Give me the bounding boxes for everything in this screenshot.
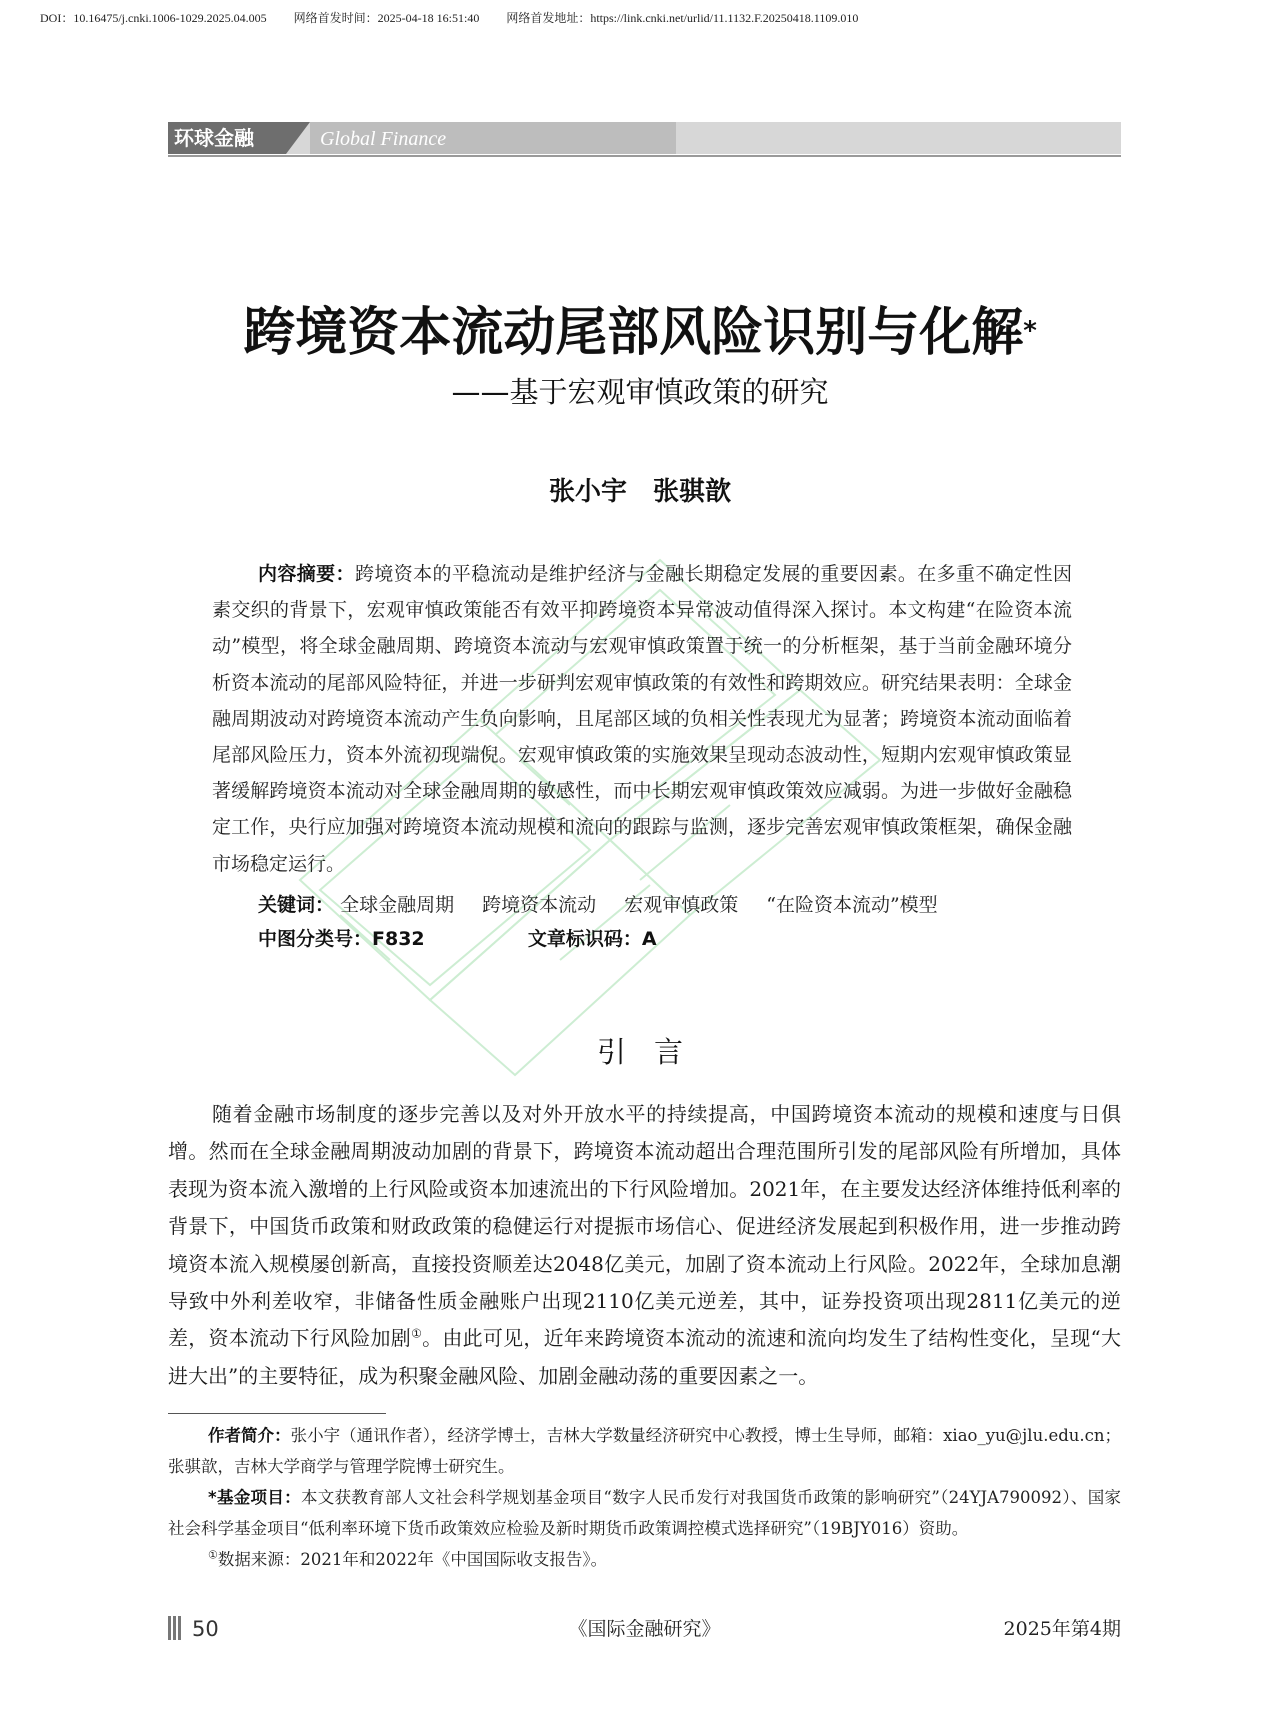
journal-issue: 2025年第4期 (1003, 1618, 1121, 1640)
article-subtitle: ——基于宏观审慎政策的研究 (451, 375, 829, 409)
doc-code-label: 文章标识码： (527, 928, 642, 950)
keyword-item: 全球金融周期 (340, 894, 455, 916)
fund-mark: * (208, 1488, 217, 1507)
body-text-part2: 。由此可见，近年来跨境资本流动的流速和流向均发生了结构性变化，呈现“大进大出”的主要特征，成为积聚金融风险、加剧金融动荡的重要因素之一。 (168, 1326, 1121, 1388)
footnote-fund (168, 1482, 1121, 1544)
footnote-author (168, 1420, 1121, 1482)
footnote-mark: ① (208, 1548, 218, 1562)
data-source-text: 数据来源：2021年和2022年《中国国际收支报告》。 (217, 1550, 608, 1569)
article-title (0, 300, 1280, 366)
publish-url[interactable]: 网络首发地址：https://link.cnki.net/urlid/11.1132.F.20250418.1109.010 (506, 11, 859, 25)
header-metadata (40, 10, 1240, 26)
page-footer (168, 1614, 1121, 1644)
publish-time: 网络首发时间：2025-04-18 16:51:40 (293, 11, 480, 25)
banner-section-cn: 环球金融 (168, 122, 286, 154)
classification (258, 922, 1078, 956)
abstract-label: 内容摘要： (258, 563, 355, 585)
footnotes (168, 1420, 1121, 1575)
authors: 张小宇 张骐歆 (548, 477, 731, 507)
footnote-ref[interactable]: ① (411, 1326, 423, 1341)
banner-wedge (286, 122, 310, 154)
keyword-item: 宏观审慎政策 (624, 894, 739, 916)
page-number: 50 (192, 1617, 219, 1641)
footnote-data-source (168, 1544, 1121, 1575)
keywords-label: 关键词： (258, 894, 335, 916)
abstract-text: 跨境资本的平稳流动是维护经济与金融长期稳定发展的重要因素。在多重不确定性因素交织的背景下，宏观审慎政策能否有效平抑跨境资本异常波动值得深入探讨。本文构建“在险资本流动”模型，将全球金融周期、跨境资本流动与宏观审慎政策置于统一的分析框架，基于当前金融环境分析资本流动的尾部风险特征，并进一步研判宏观审慎政策的有效性和跨期效应。研究结果表明：全球金融周期波动对跨境资本流动产生负向影响，且尾部区域的负相关性表现尤为显著；跨境资本流动面临着尾部风险压力，资本外流初现端倪。宏观审慎政策的实施效果呈现动态波动性，短期内宏观审慎政策显著缓解跨境资本流动对全球金融周期的敏感性，而中长期宏观审慎政策效应减弱。为进一步做好金融稳定工作，央行应加强对跨境资本流动规模和流向的跟踪与监测，逐步完善宏观审慎政策框架，确保金融市场稳定运行。 (212, 563, 1072, 875)
author-info-text: 张小宇（通讯作者），经济学博士，吉林大学数量经济研究中心教授，博士生导师，邮箱：xiao_yu@jlu.edu.cn；张骐歆，吉林大学商学与管理学院博士研究生。 (168, 1426, 1122, 1476)
clc-label: 中图分类号： (258, 928, 373, 950)
doi: DOI：10.16475/j.cnki.1006-1029.2025.04.005 (40, 11, 267, 25)
fund-label: 基金项目： (216, 1488, 301, 1507)
banner-section-en: Global Finance (320, 128, 447, 150)
fund-text: 本文获教育部人文社会科学规划基金项目“数字人民币发行对我国货币政策的影响研究”（24YJA790092）、国家社会科学基金项目“低利率环境下货币政策效应检验及新时期货币政策调控模式选择研究”（19BJY016）资助。 (168, 1488, 1121, 1538)
title-fund-mark: * (1023, 316, 1037, 346)
section-banner (168, 122, 1121, 156)
author-info-label: 作者简介： (208, 1426, 291, 1445)
section-heading: 引言 (596, 1035, 711, 1069)
doc-code-value: A (641, 928, 657, 950)
clc-value: F832 (372, 928, 425, 950)
title-text: 跨境资本流动尾部风险识别与化解 (243, 303, 1024, 363)
abstract (212, 556, 1072, 882)
body-text-part1: 随着金融市场制度的逐步完善以及对外开放水平的持续提高，中国跨境资本流动的规模和速度与日俱增。然而在全球金融周期波动加剧的背景下，跨境资本流动超出合理范围所引发的尾部风险有所增加，具体表现为资本流入激增的上行风险或资本加速流出的下行风险增加。2021年，在主要发达经济体维持低利率的背景下，中国货币政策和财政政策的稳健运行对提振市场信心、促进经济发展起到积极作用，进一步推动跨境资本流入规模屡创新高，直接投资顺差达2048亿美元，加剧了资本流动上行风险。2022年，全球加息潮导致中外利差收窄，非储备性质金融账户出现2110亿美元逆差，其中，证券投资项出现2811亿美元的逆差，资本流动下行风险加剧 (168, 1102, 1121, 1351)
body-paragraph (168, 1096, 1121, 1395)
journal-name: 《国际金融研究》 (568, 1618, 721, 1640)
keyword-item: “在险资本流动”模型 (766, 894, 938, 916)
banner-rule (168, 155, 1121, 157)
keyword-item: 跨境资本流动 (482, 894, 597, 916)
keywords (258, 888, 1078, 922)
footnote-divider (168, 1413, 386, 1414)
